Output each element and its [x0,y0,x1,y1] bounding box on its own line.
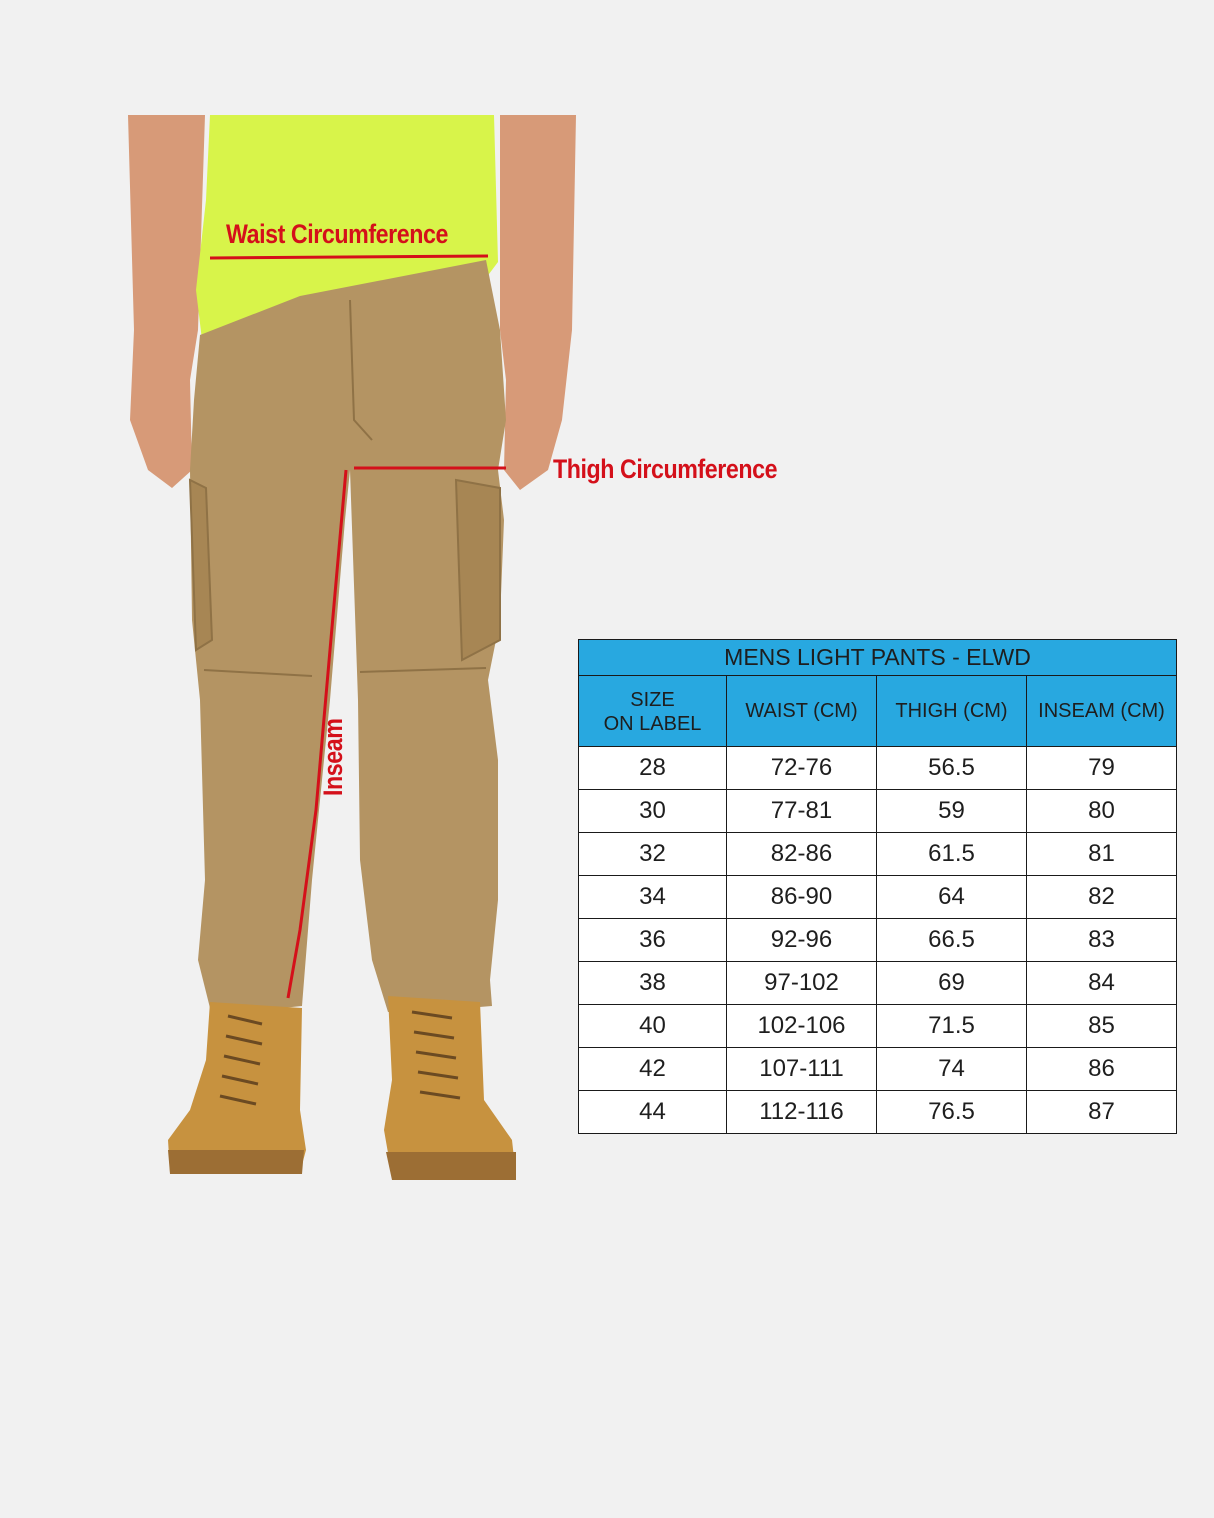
cell-waist: 107-111 [727,1048,877,1091]
table-row [579,1091,1177,1134]
cell-thigh: 76.5 [877,1091,1027,1134]
table-row [579,1048,1177,1091]
table-body [579,747,1177,1134]
cell-waist: 86-90 [727,876,877,919]
table-row [579,1005,1177,1048]
cell-inseam: 84 [1027,962,1177,1005]
cell-thigh: 66.5 [877,919,1027,962]
inseam-label: Inseam [318,718,348,796]
cell-waist: 77-81 [727,790,877,833]
cell-waist: 112-116 [727,1091,877,1134]
cell-size: 40 [579,1005,727,1048]
thigh-circumference-label: Thigh Circumference [553,454,778,484]
cell-size: 32 [579,833,727,876]
cell-waist: 92-96 [727,919,877,962]
cell-thigh: 69 [877,962,1027,1005]
waist-circumference-label: Waist Circumference [226,219,448,249]
header-size [579,676,727,747]
left-boot [168,1002,306,1172]
table-row [579,790,1177,833]
right-boot-sole [386,1152,516,1180]
cell-inseam: 87 [1027,1091,1177,1134]
cell-inseam: 81 [1027,833,1177,876]
table-row [579,876,1177,919]
header-size-line1: SIZE [630,689,675,711]
table-row [579,833,1177,876]
header-thigh: THIGH (CM) [877,676,1027,747]
cell-thigh: 74 [877,1048,1027,1091]
cell-thigh: 61.5 [877,833,1027,876]
table-row [579,747,1177,790]
table-title: MENS LIGHT PANTS - ELWD [579,640,1177,676]
table-row [579,962,1177,1005]
cell-waist: 72-76 [727,747,877,790]
header-size-line2: ON LABEL [603,713,702,735]
header-inseam: INSEAM (CM) [1027,676,1177,747]
work-pants [190,260,506,1012]
waist-measure-line [210,256,488,258]
cell-size: 42 [579,1048,727,1091]
cell-size: 38 [579,962,727,1005]
cell-waist: 97-102 [727,962,877,1005]
cell-size: 34 [579,876,727,919]
cell-inseam: 86 [1027,1048,1177,1091]
right-boot [384,996,516,1176]
table-header-row [579,676,1177,747]
cell-waist: 82-86 [727,833,877,876]
cell-size: 30 [579,790,727,833]
cell-inseam: 85 [1027,1005,1177,1048]
cell-thigh: 56.5 [877,747,1027,790]
right-cargo-pocket [456,480,500,660]
cell-inseam: 83 [1027,919,1177,962]
table-title-row [579,640,1177,676]
header-waist: WAIST (CM) [727,676,877,747]
cell-size: 28 [579,747,727,790]
cell-inseam: 79 [1027,747,1177,790]
cell-inseam: 80 [1027,790,1177,833]
cell-thigh: 71.5 [877,1005,1027,1048]
cell-size: 36 [579,919,727,962]
cell-thigh: 59 [877,790,1027,833]
cell-waist: 102-106 [727,1005,877,1048]
left-boot-sole [168,1150,304,1174]
table-row [579,919,1177,962]
size-chart-table [578,639,1177,1134]
right-arm [500,115,576,490]
cell-inseam: 82 [1027,876,1177,919]
cell-thigh: 64 [877,876,1027,919]
cell-size: 44 [579,1091,727,1134]
